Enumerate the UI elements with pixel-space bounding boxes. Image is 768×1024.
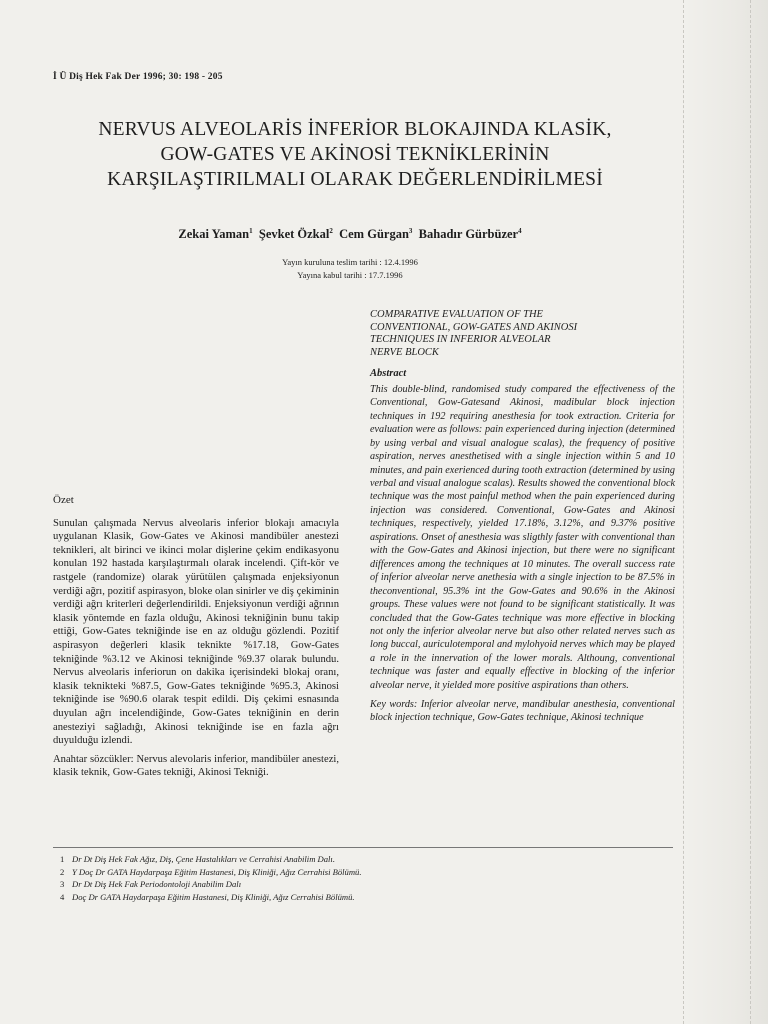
english-title: COMPARATIVE EVALUATION OF THE CONVENTIONAL, GOW-GATES AND AKINOSI TECHNIQUES IN INFERIOR ALVEOLAR NERVE BLOCK (370, 309, 578, 358)
page-edge-shadow (683, 0, 768, 1024)
submission-dates (200, 256, 500, 282)
title-line: KARŞILAŞTIRILMALI OLARAK DEĞERLENDİRİLMESİ (107, 169, 603, 190)
author: Bahadır Gürbüzer$^4$ (418, 227, 522, 242)
accepted-date: Yayına kabul tarihi : 17.7.1996 (297, 270, 403, 280)
journal-reference: İ Ü Diş Hek Fak Der 1996; 30: 198 - 205 (53, 72, 223, 82)
author: Zekai Yaman$^1$ (178, 227, 253, 242)
abstract-body: This double-blind, randomised study compared the effectiveness of the Conventional, Gow-Gatesand Akinosi, madibular block injection techniques in 192 requiring anesthesia for took extraction. Criteria for evaluation were as follows: pain experienced during injection (determined by using verbal and visual analogue scalas), the frequency of positive aspiration, nerves anesthetised with a single injection within 5 and 10 minutes, and pain exerienced during tooth extraction (determined by using verbal and visual analogue scalas). Results showed the conventional block technique was the most painful method when the pain experienced during injection was considered. Conventional, Gow-Gates and Akinosi techniques, respectively, yielded 17.18%, 3.12%, and 9.37% positive aspirations. Onset of anesthesia was sligthly faster with conventional than with the Gow-Gates and Akinosi injection, but there were no significant differences among the techniques at 10 minutes. The overall success rate of inferior alveolar nerve anethesia with a single injection to be 87.5% in theconventional, 95.3% int the Gow-Gates and 90.6% in the Akinosi groups. These values were not found to be significant statistically. It was concluded that the Gow-Gates technique was more effective in blocking not only the inferior alveolar nerve but also other related nerves such as long buccal, auriculotemporal and mylohyoid nerves which may be played a role in the innervation of the lower morals. Althoung, conventional technique was faster and equally effective in blocking of the inferior alveolar nerve, it yielded more positive aspirations than others. (370, 383, 676, 691)
scan-dotted-line (750, 0, 751, 1024)
received-date: Yayın kuruluna teslim tarihi : 12.4.1996 (282, 257, 418, 267)
ozet-heading: Özet (53, 494, 74, 506)
turkish-keywords: Anahtar sözcükler: Nervus alevolaris inferior, mandibüler anestezi, klasik teknik, Gow-Gates tekniği, Akinosi Tekniği. (53, 753, 339, 779)
footnote: 1 Dr Dt Diş Hek Fak Ağız, Diş, Çene Hastalıkları ve Cerrahisi Anabilim Dalı. (60, 854, 335, 864)
footnote: 3 Dr Dt Diş Hek Fak Periodontoloji Anabilim Dalı (60, 879, 242, 890)
english-keywords: Key words: Inferior alveolar nerve, mandibular anesthesia, conventional block injection technique, Gow-Gates technique, Akinosi technique (370, 699, 675, 724)
author-list (120, 227, 580, 242)
article-title (30, 117, 680, 192)
abstract-heading: Abstract (370, 368, 407, 380)
scan-dotted-line (683, 0, 684, 1024)
turkish-abstract-column (53, 494, 339, 780)
title-line: GOW-GATES VE AKİNOSİ TEKNİKLERİNİN (160, 144, 550, 165)
footnote: 2 Y Doç Dr GATA Haydarpaşa Eğitim Hastanesi, Diş Kliniği, Ağız Cerrahisi Bölümü. (60, 866, 362, 877)
author: Şevket Özkal$^2$ (258, 227, 333, 242)
footnote-divider (53, 847, 673, 848)
footnotes (60, 853, 362, 904)
english-abstract-column (370, 309, 675, 725)
title-line: NERVUS ALVEOLARİS İNFERİOR BLOKAJINDA KLASİK, (98, 119, 612, 140)
author: Cem Gürgan$^3$ (339, 227, 413, 242)
footnote: 4 Doç Dr GATA Haydarpaşa Eğitim Hastanesi, Diş Kliniği, Ağız Cerrahisi Bölümü. (60, 892, 355, 903)
ozet-body: Sunulan çalışmada Nervus alveolaris inferior blokajı amacıyla uygulanan Klasik, Gow-Gates ve Akinosi mandibüler anestezi teknikleri, alt birinci ve ikinci molar dişlerine çekim endikasyonu konulan 192 hastada karşılaştırmalı olarak incelendi. Çift-kör ve rastgele (randomize) olarak yürütülen çalışmada enjeksiyonun verdiği ağrı, pozitif aspirasyon, bloke olan sinirler ve diş çekiminin verdiği ağrı kriterleri değerlendirildi. Enjeksiyonun verdiği ağrının klasik yöntemde en fazla olduğu, Akinosi tekniğinin bunu takip ettiği, Gow-Gates tekniğinde ise en az olduğu gözlendi. Pozitif aspirasyon değerleri klasik teknikte %17.18, Gow-Gates tekniğinde %3.12 ve Akinosi tekniğinde %9.37 olarak bulundu. Nervus alveolaris inferiorun on dakika içerisindeki blokaj oranı, klasik teknikteki %87.5, Gow-Gates tekniğinde %95.3, Akinosi tekniğinde ise %90.6 olarak tespit edildi. Diş çekimi esnasında duyulan ağrı incelendiğinde, Gow-Gates tekniğinin en derin anesteziyi sağladığı, Akinosi tekniğinde ise en fazla ağrı duyulduğu izlendi. (53, 517, 339, 747)
